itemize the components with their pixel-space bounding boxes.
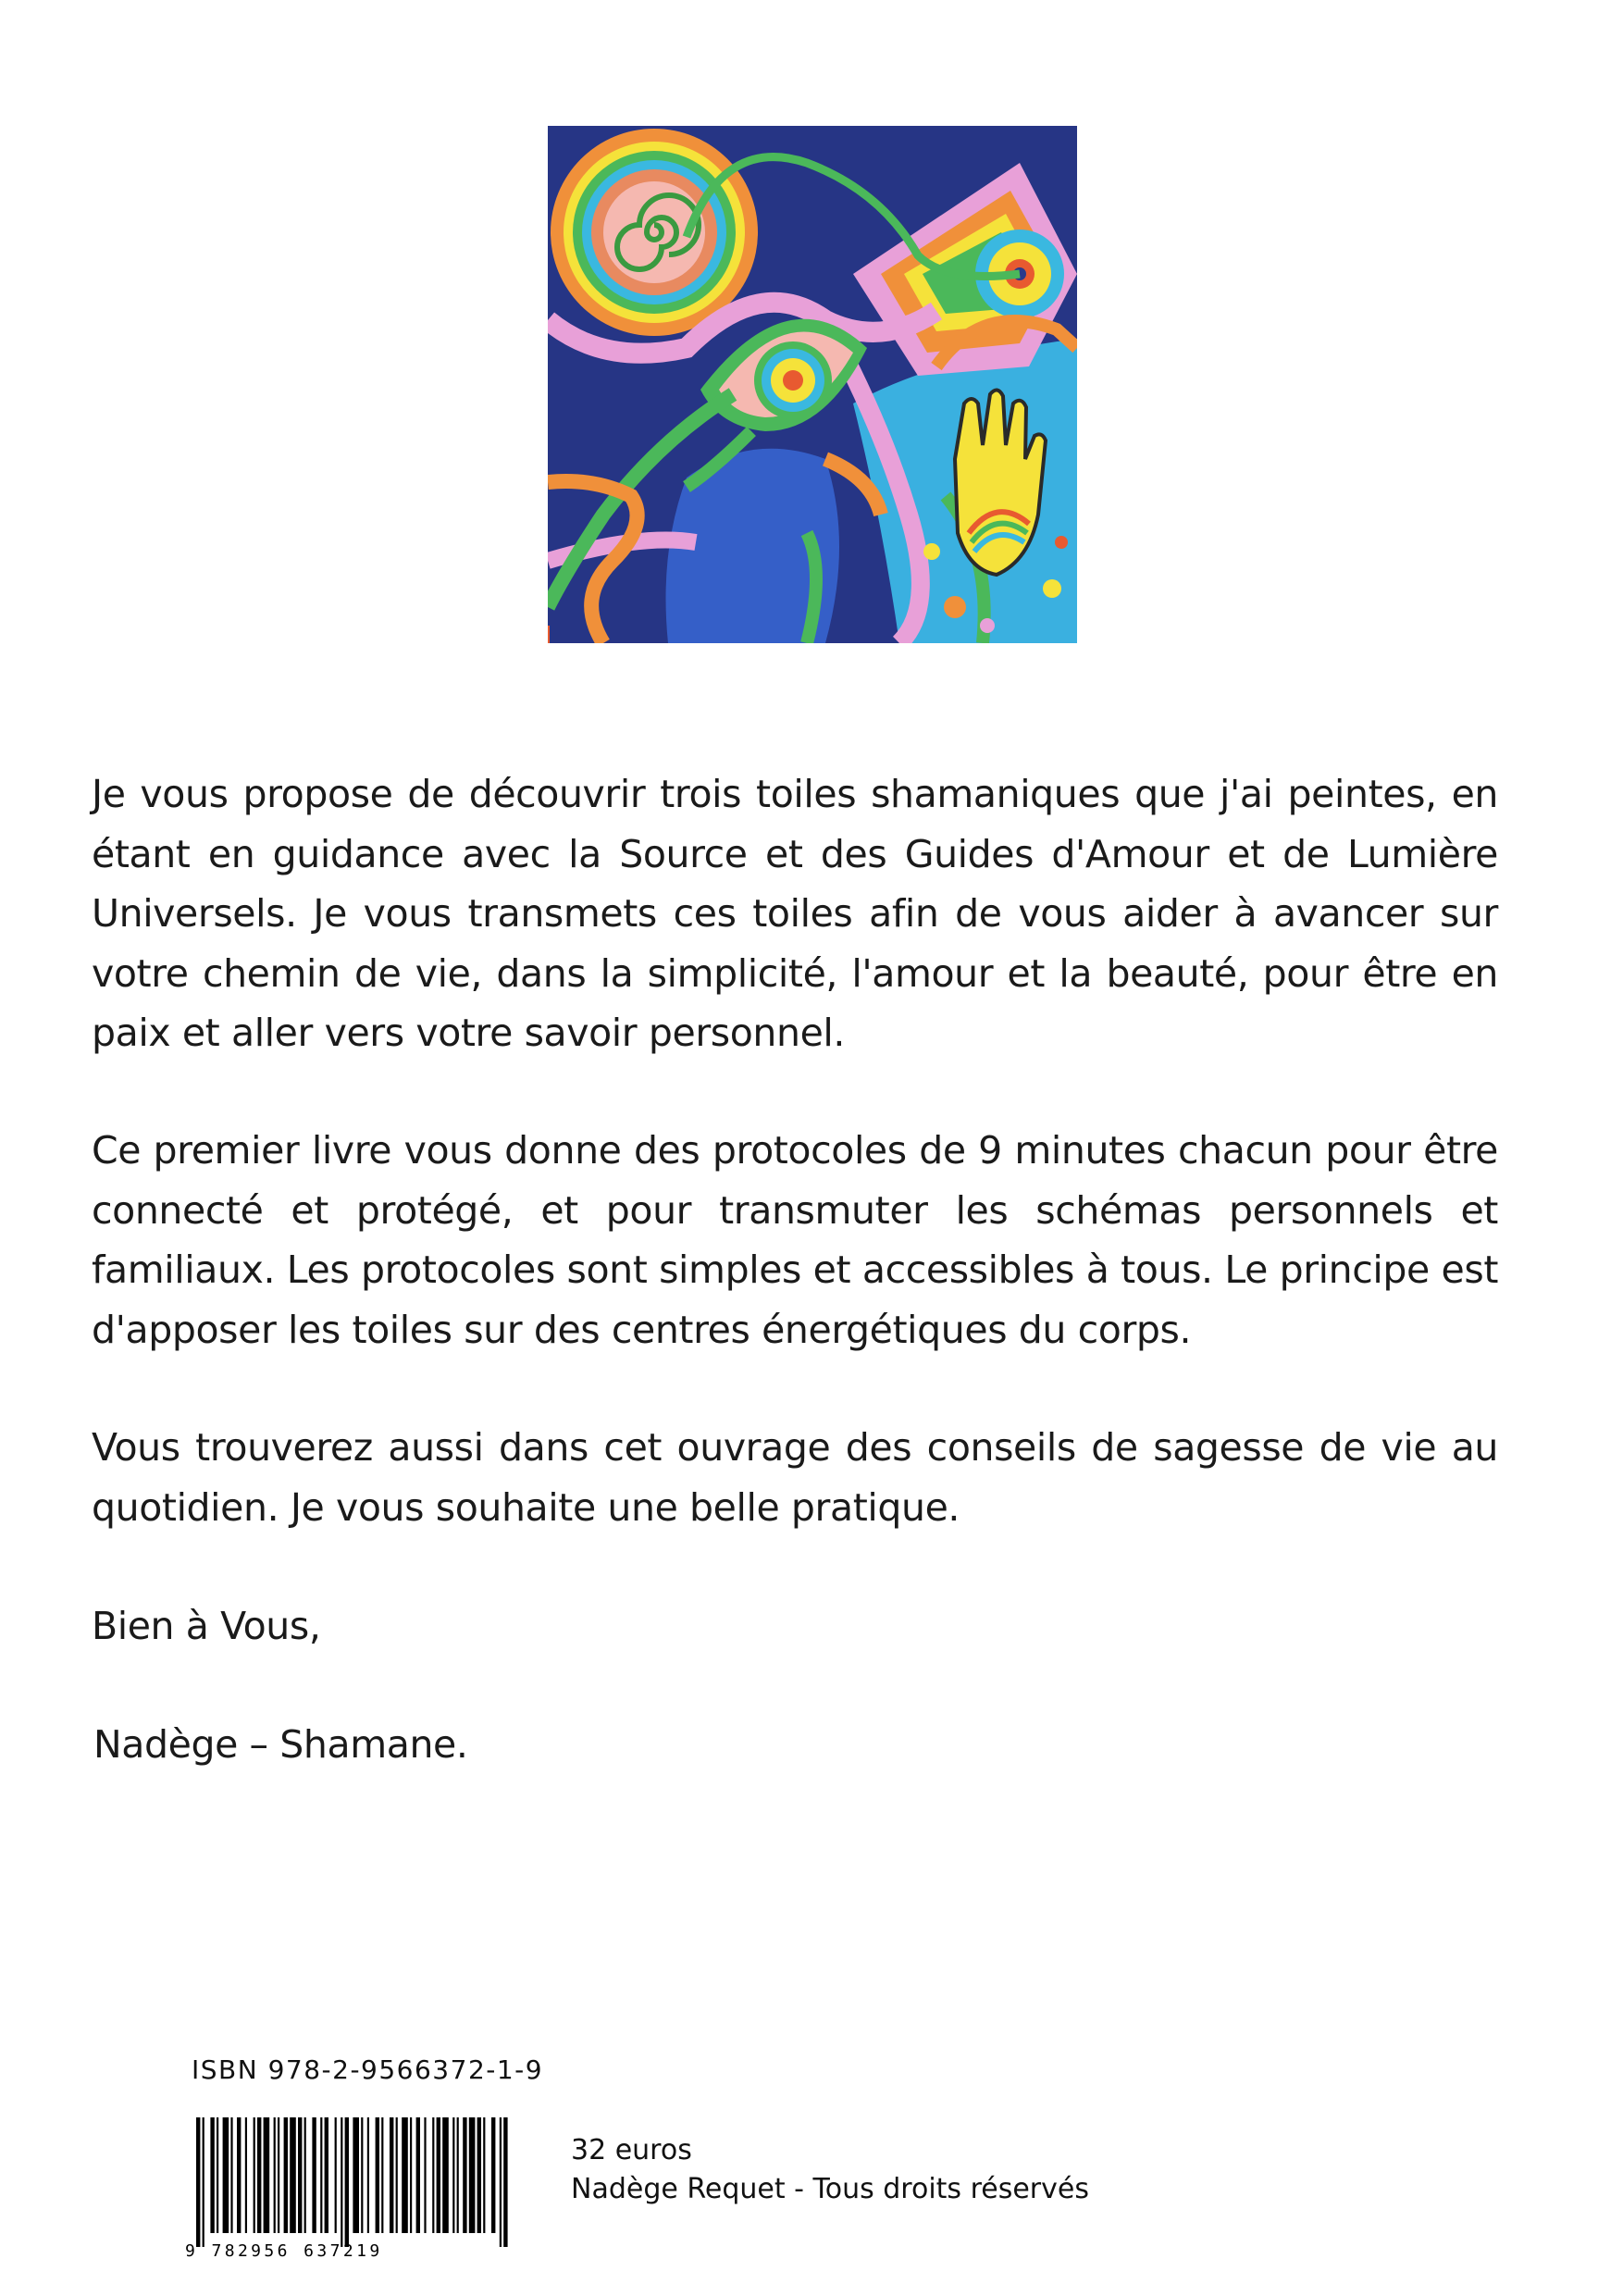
barcode-bar xyxy=(367,2117,369,2233)
barcode-bar xyxy=(376,2117,379,2233)
barcode-bar xyxy=(290,2117,296,2233)
protocols-paragraph: Ce premier livre vous donne des protocoles de 9 minutes chacun pour être connecté et protégé, et pour transmuter les schémas personnels et familiaux. Les protocoles sont simples et accessibles à tous. Le principe est d'apposer les toiles sur des centres énergétiques du corps. xyxy=(92,1128,1498,1352)
barcode-bar xyxy=(223,2117,229,2233)
closing-line: Bien à Vous, xyxy=(92,1604,321,1648)
barcode-bar xyxy=(325,2117,328,2233)
barcode-bar xyxy=(452,2117,454,2233)
barcode-bar xyxy=(424,2117,426,2233)
barcode-bar xyxy=(457,2117,459,2233)
barcode-bar xyxy=(353,2117,359,2233)
barcode-bar xyxy=(491,2117,495,2233)
barcode-bar xyxy=(254,2117,255,2233)
barcode-bar xyxy=(381,2117,383,2233)
barcode-bar xyxy=(437,2117,440,2233)
price-label: 32 euros xyxy=(571,2134,692,2166)
barcode-bar xyxy=(432,2117,434,2233)
barcode-bar xyxy=(402,2117,408,2233)
barcode-bar xyxy=(345,2117,349,2247)
barcode-bar xyxy=(203,2117,204,2247)
barcode-bar xyxy=(257,2117,261,2233)
barcode-bar xyxy=(341,2117,342,2247)
barcode-bar xyxy=(469,2117,476,2233)
intro-paragraph: Je vous propose de découvrir trois toiles shamaniques que j'ai peintes, en étant en guidance avec la Source et des Guides d'Amour et de Lumière Universels. Je vous transmets ces toiles afin de vous aider à avancer sur votre chemin de vie, dans la simplicité, l'amour et la beauté, pour être en paix et aller vers votre savoir personnel. xyxy=(92,772,1498,1055)
barcode-bar xyxy=(503,2117,507,2247)
advice-paragraph: Vous trouverez aussi dans cet ouvrage des conseils de sagesse de vie au quotidien. Je vous souhaite une belle pratique. xyxy=(92,1425,1498,1530)
copyright-label: Nadège Requet - Tous droits réservés xyxy=(571,2173,1089,2205)
barcode-bar xyxy=(410,2117,412,2233)
barcode-bar xyxy=(390,2117,393,2233)
barcode-bar xyxy=(320,2117,322,2233)
barcode-bar xyxy=(274,2117,276,2233)
barcode-bar xyxy=(230,2117,232,2233)
barcode-bar xyxy=(335,2117,337,2233)
barcode-bar xyxy=(196,2117,200,2247)
barcode-bar xyxy=(463,2117,466,2233)
barcode-bar xyxy=(298,2117,302,2233)
barcode-bar xyxy=(396,2117,398,2233)
barcode-bar xyxy=(237,2117,241,2233)
barcode-bar xyxy=(312,2117,316,2233)
barcode-bar xyxy=(284,2117,288,2233)
barcode-image xyxy=(183,2117,518,2260)
barcode-digits: 9 782956 637219 xyxy=(185,2241,383,2260)
barcode-bar xyxy=(442,2117,449,2233)
barcode-bar xyxy=(477,2117,481,2233)
barcode-bar xyxy=(217,2117,218,2233)
barcode-bar xyxy=(245,2117,247,2233)
barcode-bar xyxy=(264,2117,270,2233)
barcode-bar xyxy=(304,2117,306,2233)
barcode-bar xyxy=(210,2117,214,2233)
isbn-label: ISBN 978-2-9566372-1-9 xyxy=(192,2054,544,2085)
barcode-bar xyxy=(278,2117,279,2233)
barcode-bar xyxy=(416,2117,420,2233)
barcode-bar xyxy=(500,2117,502,2247)
author-signature: Nadège – Shamane. xyxy=(93,1722,468,1767)
barcode-bar xyxy=(483,2117,485,2233)
barcode-bar xyxy=(361,2117,363,2233)
shamanic-painting-image xyxy=(548,126,1077,643)
